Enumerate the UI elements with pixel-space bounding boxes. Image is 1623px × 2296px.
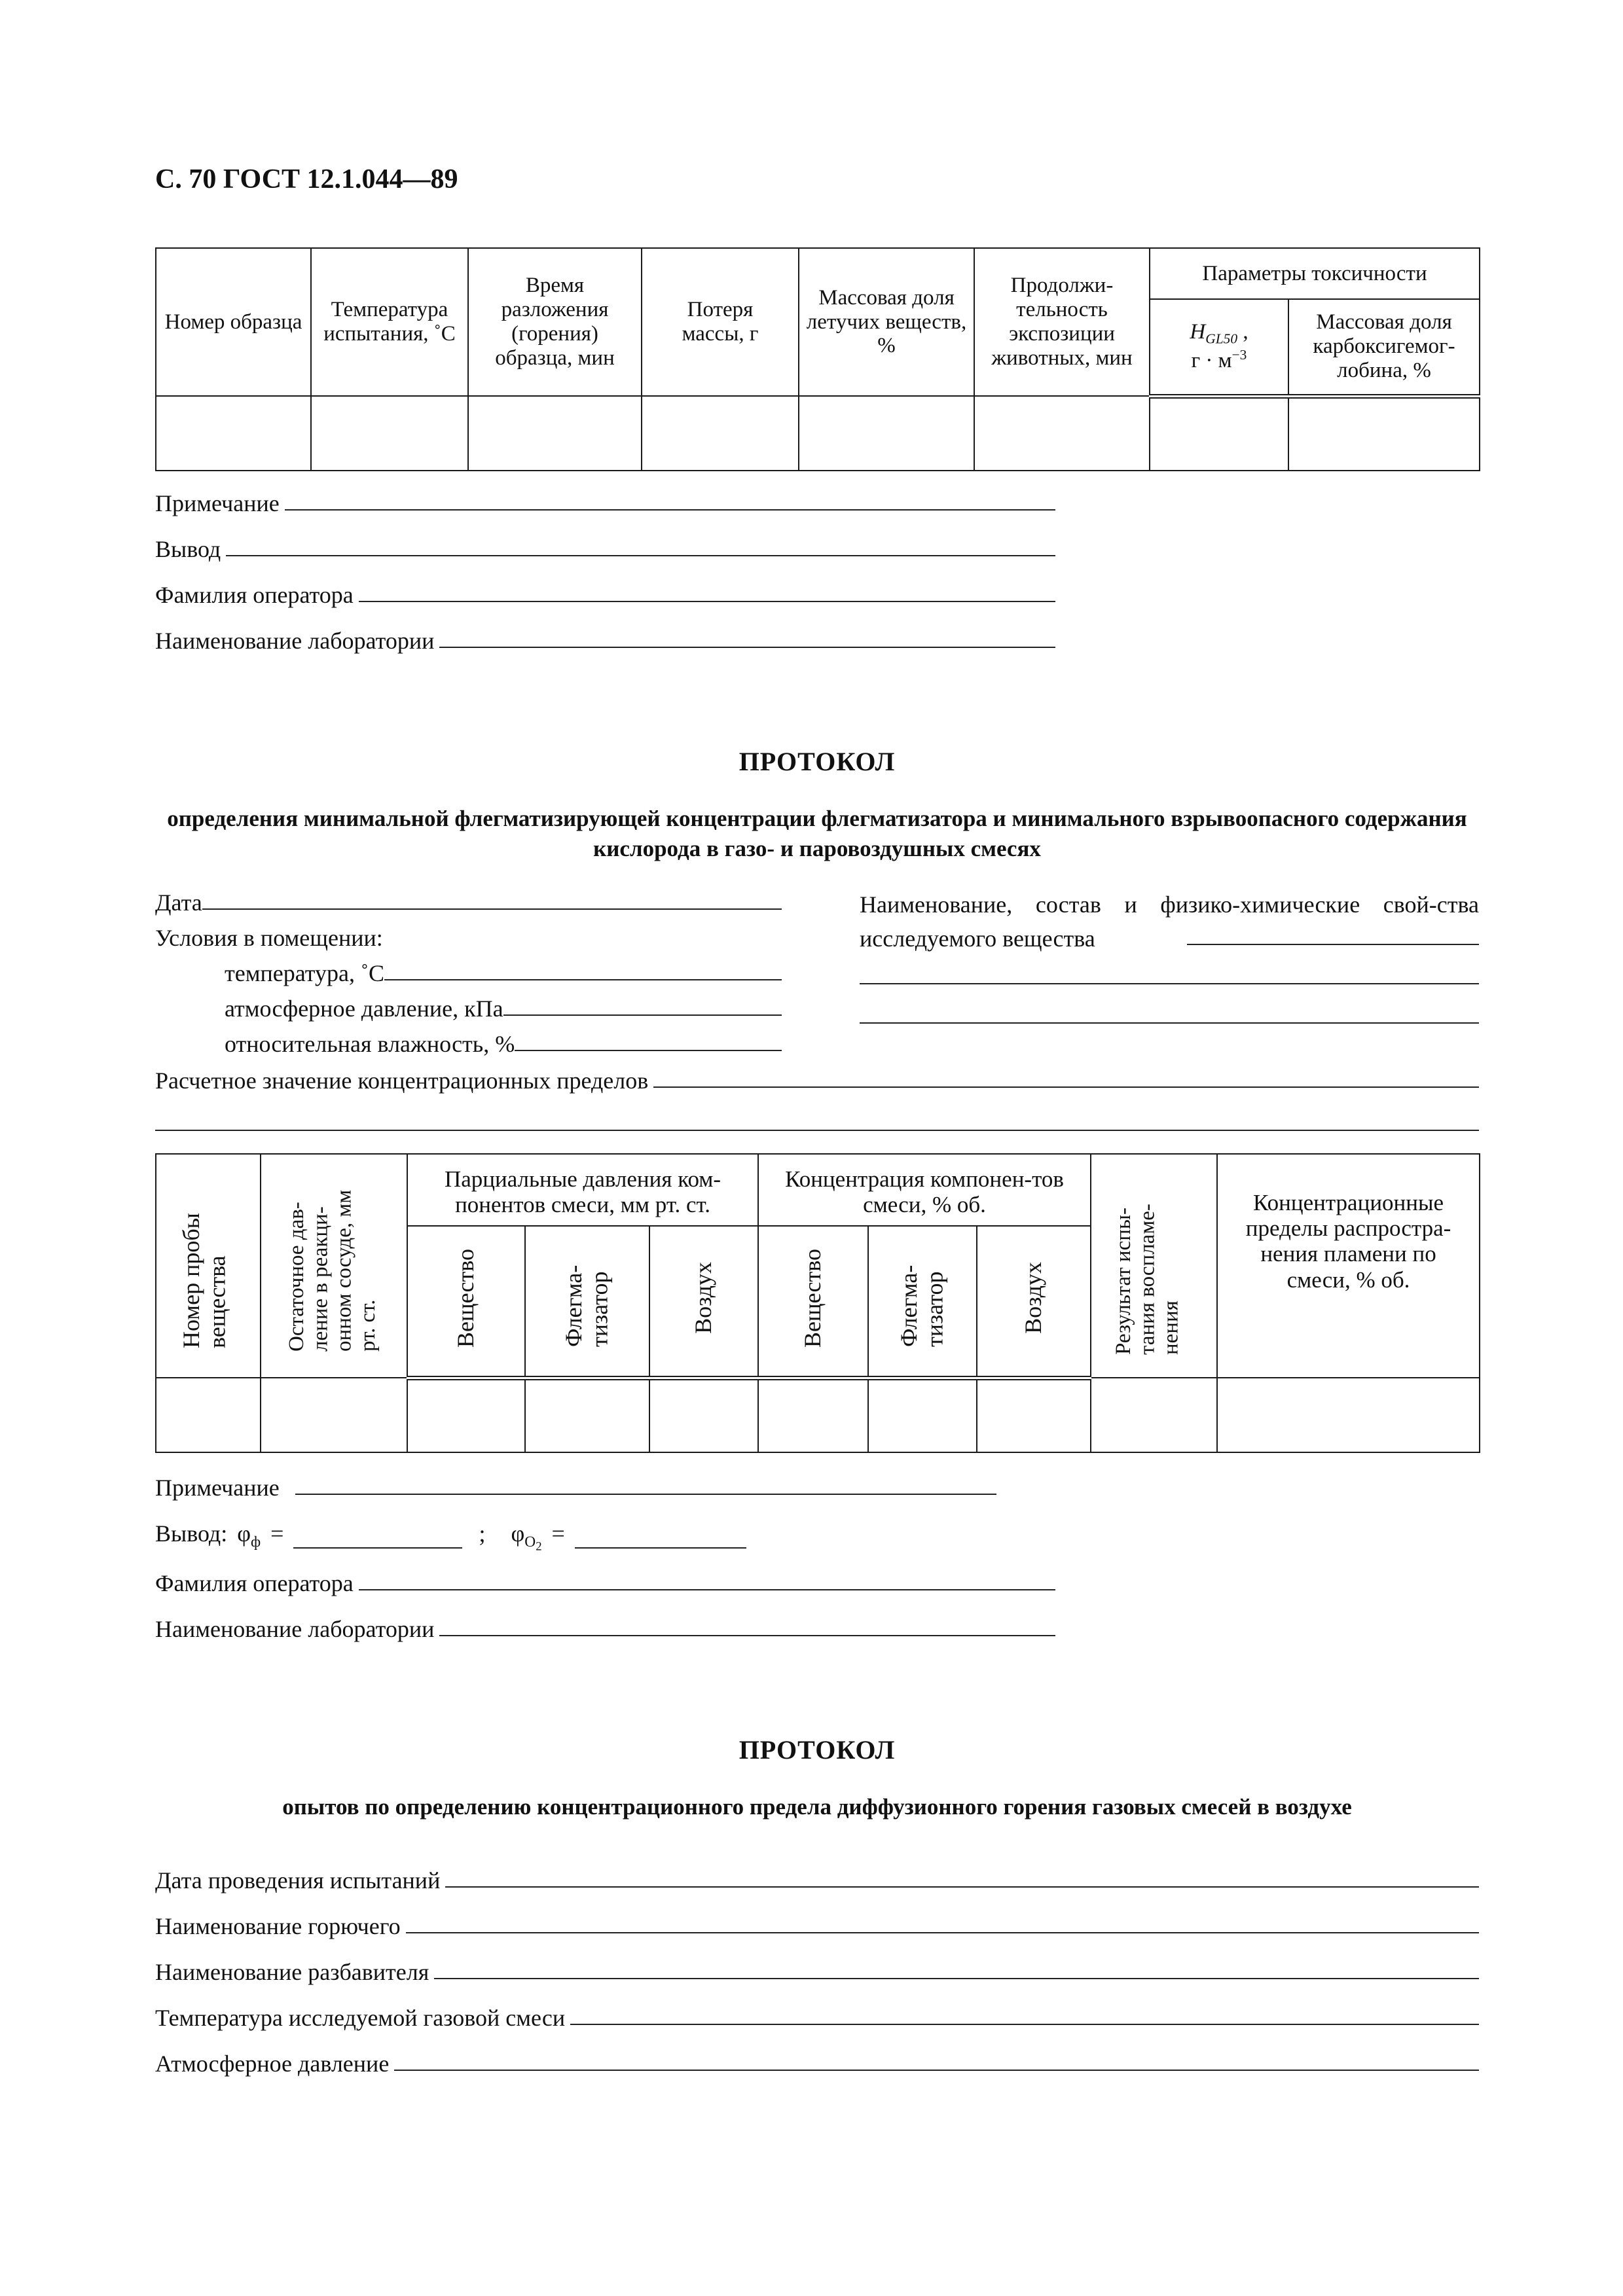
phi-subscript: ф	[251, 1534, 261, 1551]
fuel-field[interactable]	[155, 1912, 1479, 1940]
pressure-label: атмосферное давление, кПа	[225, 996, 503, 1022]
toxicity-table	[155, 247, 1480, 471]
col-decomposition-time: Время разложения (горения) образца, мин	[468, 248, 642, 396]
col-mass-loss: Потеря массы, г	[642, 248, 799, 396]
conclusion-label: Вывод	[155, 536, 221, 562]
lab-label: Наименование лаборатории	[155, 1616, 435, 1642]
sub-air-conc: Воздух	[977, 1226, 1091, 1378]
humidity-field-2[interactable]	[225, 1030, 782, 1058]
cell-empty[interactable]	[468, 396, 642, 471]
calc-line-2[interactable]	[155, 1130, 1479, 1131]
col-sample-number: Номер образца	[156, 248, 311, 396]
cell-empty[interactable]	[977, 1378, 1091, 1452]
conclusion-formula	[155, 1520, 746, 1554]
protocol-subtitle-3: опытов по определению концентрационного предела диффузионного горения газовых смесей в воздухе	[282, 1794, 1352, 1820]
phi-f-input[interactable]	[293, 1520, 462, 1549]
atm-pressure-label: Атмосферное давление	[155, 2051, 390, 2077]
substance-line-3[interactable]	[860, 1022, 1479, 1024]
cell-empty[interactable]	[1091, 1378, 1217, 1452]
col-test-temperature: Температура испытания, ˚С	[311, 248, 468, 396]
semicolon: ;	[479, 1520, 486, 1547]
col-hgl50: $H_{GL50}$ , $г \cdot м^{-3}$	[1150, 299, 1288, 396]
cell-empty[interactable]	[1217, 1378, 1480, 1452]
page-header: С. 70 ГОСТ 12.1.044—89	[155, 164, 458, 194]
cell-empty[interactable]	[758, 1378, 868, 1452]
cell-empty[interactable]	[1288, 396, 1480, 471]
conclusion-field-1[interactable]	[155, 535, 1055, 563]
col-residual-pressure: Остаточное дав-ление в реакци-онном сосуде, мм рт. ст.	[261, 1154, 407, 1378]
col-volatile-fraction: Массовая доля летучих веществ, %	[799, 248, 974, 396]
hgl-index: GL50	[1205, 331, 1238, 348]
conditions-label: Условия в помещении:	[155, 925, 383, 951]
date-field-2[interactable]	[155, 889, 782, 916]
cell-empty[interactable]	[642, 396, 799, 471]
protocol-subtitle-2: определения минимальной флегматизирующей концентрации флегматизатора и минимального взрывоопасного содержания кислорода в газо- и паровоздушных смесях	[167, 806, 1467, 861]
note-label: Примечание	[155, 490, 280, 516]
phi-o2-symbol: φ	[511, 1520, 525, 1547]
sub-substance-conc: Вещество	[758, 1226, 868, 1378]
col-ignition-result: Результат испы-тания воспламе-нения	[1091, 1154, 1217, 1378]
cell-empty[interactable]	[156, 396, 311, 471]
cell-empty[interactable]	[407, 1378, 525, 1452]
lab-field-1[interactable]	[155, 627, 1055, 655]
calc-label: Расчетное значение концентрационных пределов	[155, 1067, 649, 1094]
concentration-table	[155, 1153, 1480, 1453]
group-partial-pressures: Парциальные давления ком-понентов смеси, мм рт. ст.	[407, 1154, 758, 1226]
operator-label: Фамилия оператора	[155, 582, 354, 608]
cell-empty[interactable]	[974, 396, 1150, 471]
gas-temperature-field[interactable]	[155, 2004, 1479, 2032]
phi-symbol: φ	[237, 1520, 251, 1547]
fuel-label: Наименование горючего	[155, 1913, 401, 1939]
substance-line-1[interactable]	[1187, 944, 1479, 945]
note-field-2[interactable]	[155, 1474, 996, 1501]
equals-sign: =	[270, 1520, 284, 1547]
substance-line-2[interactable]	[860, 983, 1479, 984]
group-toxicity-params: Параметры токсичности	[1150, 248, 1480, 299]
atm-pressure-field[interactable]	[155, 2050, 1479, 2077]
test-date-field[interactable]	[155, 1867, 1479, 1894]
note-field-1[interactable]	[155, 490, 1055, 517]
cell-empty[interactable]	[311, 396, 468, 471]
protocol-title-3: ПРОТОКОЛ	[739, 1735, 896, 1765]
cell-empty[interactable]	[649, 1378, 758, 1452]
cell-empty[interactable]	[525, 1378, 649, 1452]
pressure-field-2[interactable]	[225, 995, 782, 1022]
sub-air-pressure: Воздух	[649, 1226, 758, 1378]
diluent-field[interactable]	[155, 1958, 1479, 1986]
phi-o2-subscript: O	[524, 1534, 536, 1551]
gas-temperature-label: Температура исследуемой газовой смеси	[155, 2005, 566, 2031]
note-label: Примечание	[155, 1475, 280, 1501]
operator-label: Фамилия оператора	[155, 1570, 354, 1596]
lab-field-2[interactable]	[155, 1615, 1055, 1643]
protocol-title-2: ПРОТОКОЛ	[739, 747, 896, 776]
cell-empty[interactable]	[1150, 396, 1288, 471]
sub-phlegmatizer-pressure: Флегма-тизатор	[525, 1226, 649, 1378]
cell-empty[interactable]	[799, 396, 974, 471]
cell-empty[interactable]	[156, 1378, 261, 1452]
col-carboxyhemoglobin: Массовая доля карбоксигемог-лобина, %	[1288, 299, 1480, 396]
cell-empty[interactable]	[868, 1378, 977, 1452]
phi-o2-input[interactable]	[575, 1520, 746, 1549]
diluent-label: Наименование разбавителя	[155, 1959, 429, 1985]
phi-o2-index: 2	[536, 1539, 542, 1554]
equals-sign: =	[551, 1520, 565, 1547]
calc-field[interactable]	[155, 1067, 1479, 1094]
hgl-units: г · м	[1191, 349, 1232, 373]
cell-empty[interactable]	[261, 1378, 407, 1452]
test-date-label: Дата проведения испытаний	[155, 1867, 441, 1893]
substance-label: Наименование, состав и физико-химические свой-ства исследуемого вещества	[860, 891, 1479, 952]
sub-substance-pressure: Вещество	[407, 1226, 525, 1378]
humidity-label: относительная влажность, %	[225, 1031, 515, 1057]
group-component-concentration: Концентрация компонен-тов смеси, % об.	[758, 1154, 1091, 1226]
operator-field-1[interactable]	[155, 581, 1055, 609]
sub-phlegmatizer-conc: Флегма-тизатор	[868, 1226, 977, 1378]
temperature-field-2[interactable]	[225, 960, 782, 987]
hgl-exponent: −3	[1231, 347, 1247, 363]
col-exposure-duration: Продолжи-тельность экспозиции животных, мин	[974, 248, 1150, 396]
conclusion-label-2: Вывод:	[155, 1520, 228, 1547]
operator-field-2[interactable]	[155, 1570, 1055, 1597]
col-sample-number-2: Номер пробы вещества	[156, 1154, 261, 1378]
lab-label: Наименование лаборатории	[155, 628, 435, 654]
hgl-symbol: H	[1190, 320, 1206, 344]
date-label: Дата	[155, 889, 202, 916]
col-flame-limits: Концентрационные пределы распростра-нения пламени по смеси, % об.	[1217, 1154, 1480, 1378]
temperature-label: температура, ˚С	[225, 960, 385, 986]
